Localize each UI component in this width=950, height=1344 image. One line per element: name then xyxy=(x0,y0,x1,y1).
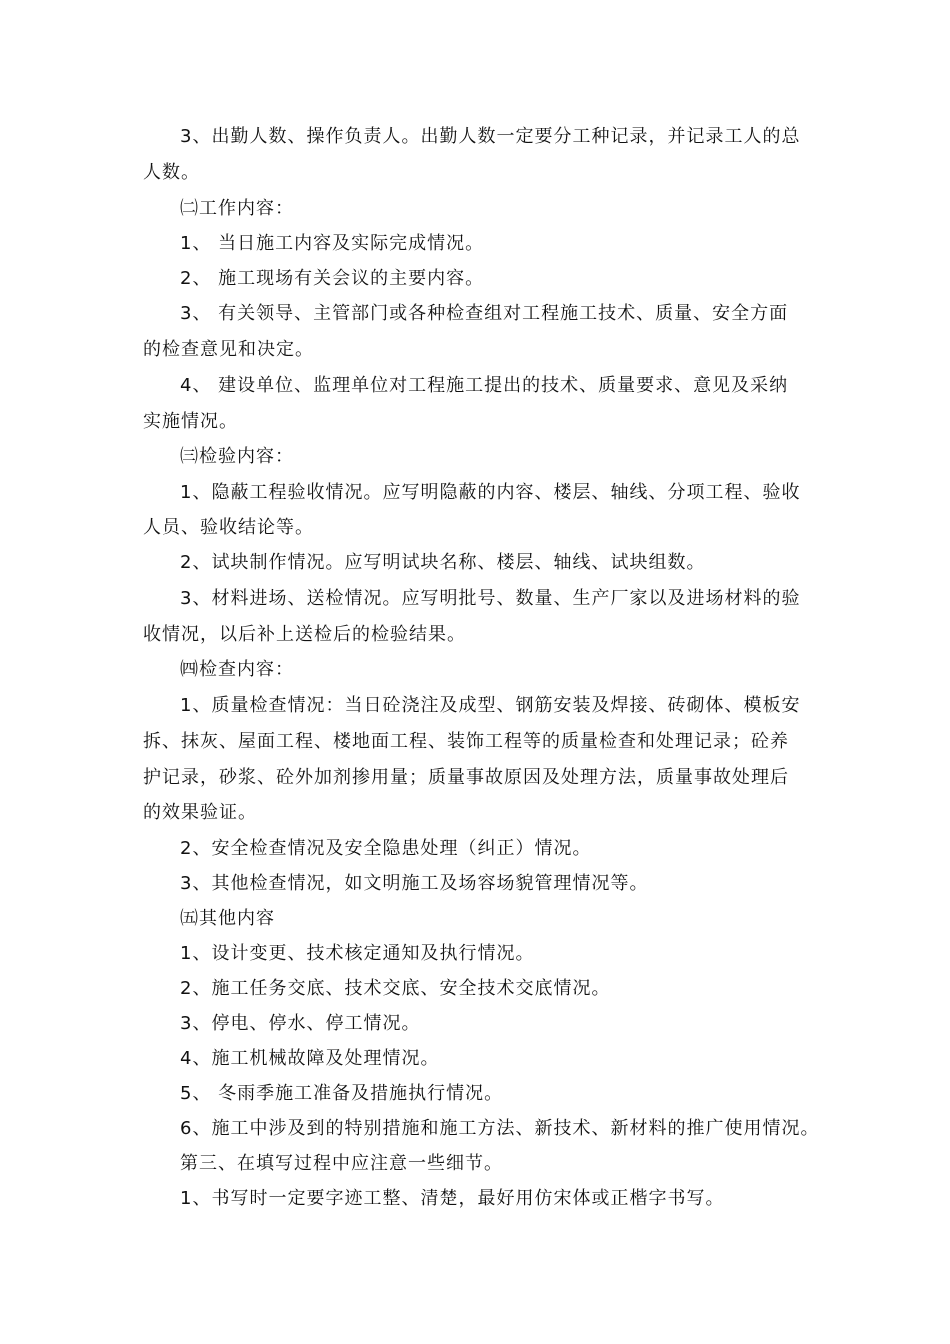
paragraph-line: 3、其他检查情况，如文明施工及场容场貌管理情况等。 xyxy=(180,873,649,894)
paragraph-line: 1、 当日施工内容及实际完成情况。 xyxy=(180,233,485,254)
paragraph-line: 4、施工机械故障及处理情况。 xyxy=(180,1048,440,1069)
section-heading: ㈣检查内容： xyxy=(180,659,294,680)
paragraph-line: 5、 冬雨季施工准备及措施执行情况。 xyxy=(180,1083,504,1104)
paragraph-line: 护记录，砂浆、砼外加剂掺用量；质量事故原因及处理方法，质量事故处理后 xyxy=(143,767,789,788)
paragraph-line: 3、材料进场、送检情况。应写明批号、数量、生产厂家以及进场材料的验 xyxy=(180,588,801,609)
paragraph-line: 收情况，以后补上送检后的检验结果。 xyxy=(143,624,466,645)
section-heading: ㈤其他内容 xyxy=(180,908,275,929)
paragraph-line: 2、试块制作情况。应写明试块名称、楼层、轴线、试块组数。 xyxy=(180,552,706,573)
paragraph-line: 2、施工任务交底、技术交底、安全技术交底情况。 xyxy=(180,978,611,999)
paragraph-line: 3、停电、停水、停工情况。 xyxy=(180,1013,421,1034)
paragraph-line: 人数。 xyxy=(143,162,200,183)
paragraph-line: 人员、验收结论等。 xyxy=(143,517,314,538)
paragraph-line: 1、书写时一定要字迹工整、清楚，最好用仿宋体或正楷字书写。 xyxy=(180,1188,725,1209)
section-heading: ㈢检验内容： xyxy=(180,446,294,467)
paragraph-line: 拆、抹灰、屋面工程、楼地面工程、装饰工程等的质量检查和处理记录；砼养 xyxy=(143,731,789,752)
paragraph-line: 2、安全检查情况及安全隐患处理（纠正）情况。 xyxy=(180,838,592,859)
paragraph-line: 3、 有关领导、主管部门或各种检查组对工程施工技术、质量、安全方面 xyxy=(180,303,789,324)
paragraph-line: 1、隐蔽工程验收情况。应写明隐蔽的内容、楼层、轴线、分项工程、验收 xyxy=(180,482,801,503)
paragraph-line: 6、施工中涉及到的特别措施和施工方法、新技术、新材料的推广使用情况。 xyxy=(180,1118,820,1139)
paragraph-line: 3、出勤人数、操作负责人。出勤人数一定要分工种记录，并记录工人的总 xyxy=(180,126,801,147)
paragraph-line: 1、质量检查情况：当日砼浇注及成型、钢筋安装及焊接、砖砌体、模板安 xyxy=(180,695,801,716)
paragraph-line: 的检查意见和决定。 xyxy=(143,339,314,360)
paragraph-line: 实施情况。 xyxy=(143,411,238,432)
paragraph-line: 4、 建设单位、监理单位对工程施工提出的技术、质量要求、意见及采纳 xyxy=(180,375,789,396)
section-heading: ㈡工作内容： xyxy=(180,198,294,219)
paragraph-line: 的效果验证。 xyxy=(143,802,257,823)
paragraph-line: 1、设计变更、技术核定通知及执行情况。 xyxy=(180,943,535,964)
paragraph-line: 2、 施工现场有关会议的主要内容。 xyxy=(180,268,485,289)
section-heading: 第三、在填写过程中应注意一些细节。 xyxy=(180,1153,503,1174)
